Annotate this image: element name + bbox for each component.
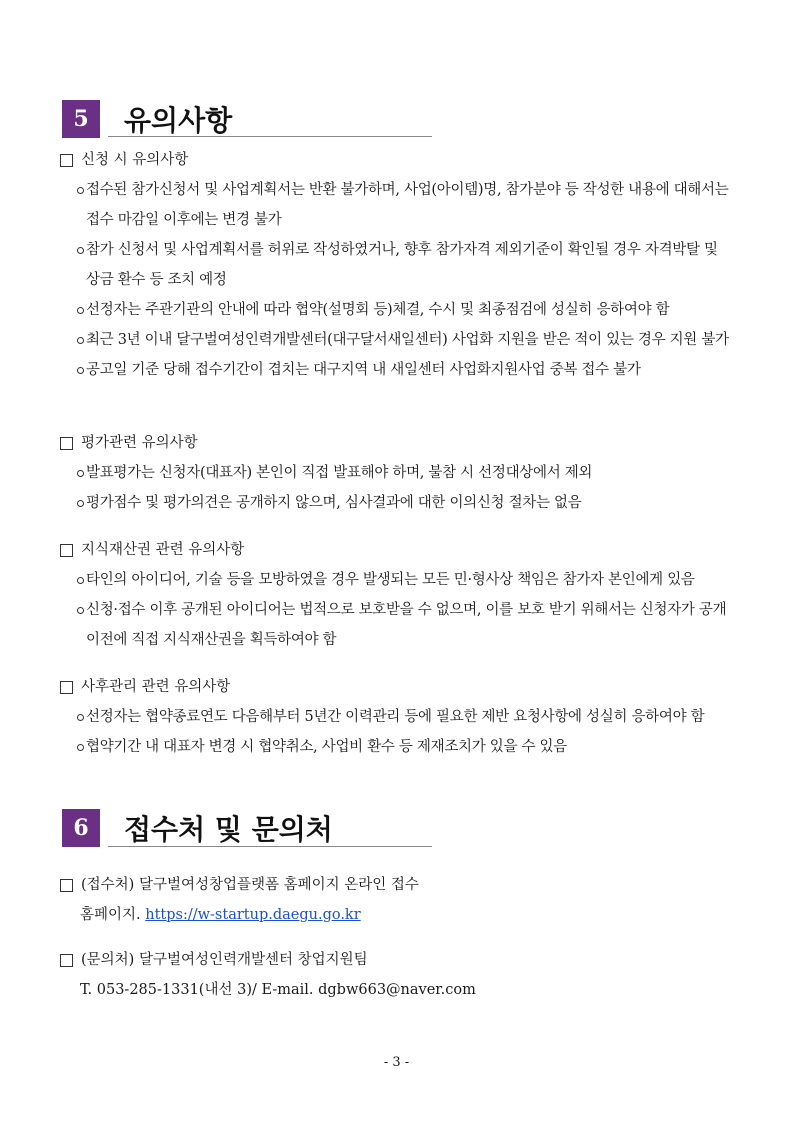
contact-info [60, 945, 730, 1005]
list-item: 공고일 기준 당해 접수기간이 겹치는 대구지역 내 새일센터 사업화지원사업 중복 접수 불가 [60, 355, 730, 385]
circle-bullet-icon [77, 337, 84, 344]
list-item: 선정자는 협약종료연도 다음해부터 5년간 이력관리 등에 필요한 제반 요청사항에 성실히 응하여야 함 [60, 702, 730, 732]
section-number-badge: 6 [62, 809, 100, 847]
list-item: 신청·접수 이후 공개된 아이디어는 법적으로 보호받을 수 없으며, 이를 보호 받기 위해서는 신청자가 공개 이전에 직접 지식재산권을 획득하여야 함 [60, 595, 730, 655]
list-item: 평가점수 및 평가의견은 공개하지 않으며, 심사결과에 대한 이의신청 절차는 없음 [60, 488, 730, 518]
list-item: 협약기간 내 대표자 변경 시 협약취소, 사업비 환수 등 제재조치가 있을 수 있음 [60, 732, 730, 762]
list-item: 참가 신청서 및 사업계획서를 허위로 작성하였거나, 향후 참가자격 제외기준이 확인될 경우 자격박탈 및 상금 환수 등 조치 예정 [60, 235, 730, 295]
section-number-badge: 5 [62, 100, 100, 138]
checkbox-icon [60, 954, 73, 967]
list-item: 선정자는 주관기관의 안내에 따라 협약(설명회 등)체결, 수시 및 최종점검에 성실히 응하여야 함 [60, 295, 730, 325]
list-item: 타인의 아이디어, 기술 등을 모방하였을 경우 발생되는 모든 민·형사상 책임은 참가자 본인에게 있음 [60, 565, 730, 595]
group-title: 평가관련 유의사항 [81, 435, 198, 451]
contact-text: (문의처) 달구벌여성인력개발센터 창업지원팀 [81, 952, 368, 968]
notice-group-followup [60, 672, 730, 762]
section-5-heading [62, 99, 232, 139]
contact-detail: T. 053-285-1331(내선 3)/ E-mail. dgbw663@naver.com [80, 982, 476, 998]
section-6-heading [62, 808, 333, 848]
circle-bullet-icon [77, 307, 84, 314]
homepage-link[interactable]: https://w-startup.daegu.go.kr [145, 907, 361, 923]
circle-bullet-icon [77, 470, 84, 477]
notice-group-application [60, 145, 730, 385]
group-title: 신청 시 유의사항 [81, 152, 189, 168]
circle-bullet-icon [77, 500, 84, 507]
circle-bullet-icon [77, 744, 84, 751]
reception-info [60, 870, 730, 930]
reception-text: (접수처) 달구벌여성창업플랫폼 홈페이지 온라인 접수 [81, 877, 419, 893]
group-title: 지식재산권 관련 유의사항 [81, 542, 245, 558]
circle-bullet-icon [77, 607, 84, 614]
section-title: 접수처 및 문의처 [124, 813, 333, 846]
checkbox-icon [60, 544, 73, 557]
notice-group-evaluation [60, 428, 730, 518]
homepage-label: 홈페이지. [80, 907, 141, 923]
checkbox-icon [60, 437, 73, 450]
list-item: 접수된 참가신청서 및 사업계획서는 반환 불가하며, 사업(아이템)명, 참가분야 등 작성한 내용에 대해서는 접수 마감일 이후에는 변경 불가 [60, 175, 730, 235]
checkbox-icon [60, 681, 73, 694]
circle-bullet-icon [77, 577, 84, 584]
circle-bullet-icon [77, 367, 84, 374]
list-item: 발표평가는 신청자(대표자) 본인이 직접 발표해야 하며, 불참 시 선정대상에서 제외 [60, 458, 730, 488]
heading-underline [108, 136, 432, 137]
heading-underline [108, 846, 432, 847]
checkbox-icon [60, 879, 73, 892]
circle-bullet-icon [77, 187, 84, 194]
checkbox-icon [60, 154, 73, 167]
circle-bullet-icon [77, 714, 84, 721]
group-title: 사후관리 관련 유의사항 [81, 679, 231, 695]
notice-group-ip [60, 535, 730, 655]
section-title: 유의사항 [124, 104, 233, 137]
page-number: - 3 - [383, 1055, 410, 1070]
circle-bullet-icon [77, 247, 84, 254]
list-item: 최근 3년 이내 달구벌여성인력개발센터(대구달서새일센터) 사업화 지원을 받은 적이 있는 경우 지원 불가 [60, 325, 730, 355]
